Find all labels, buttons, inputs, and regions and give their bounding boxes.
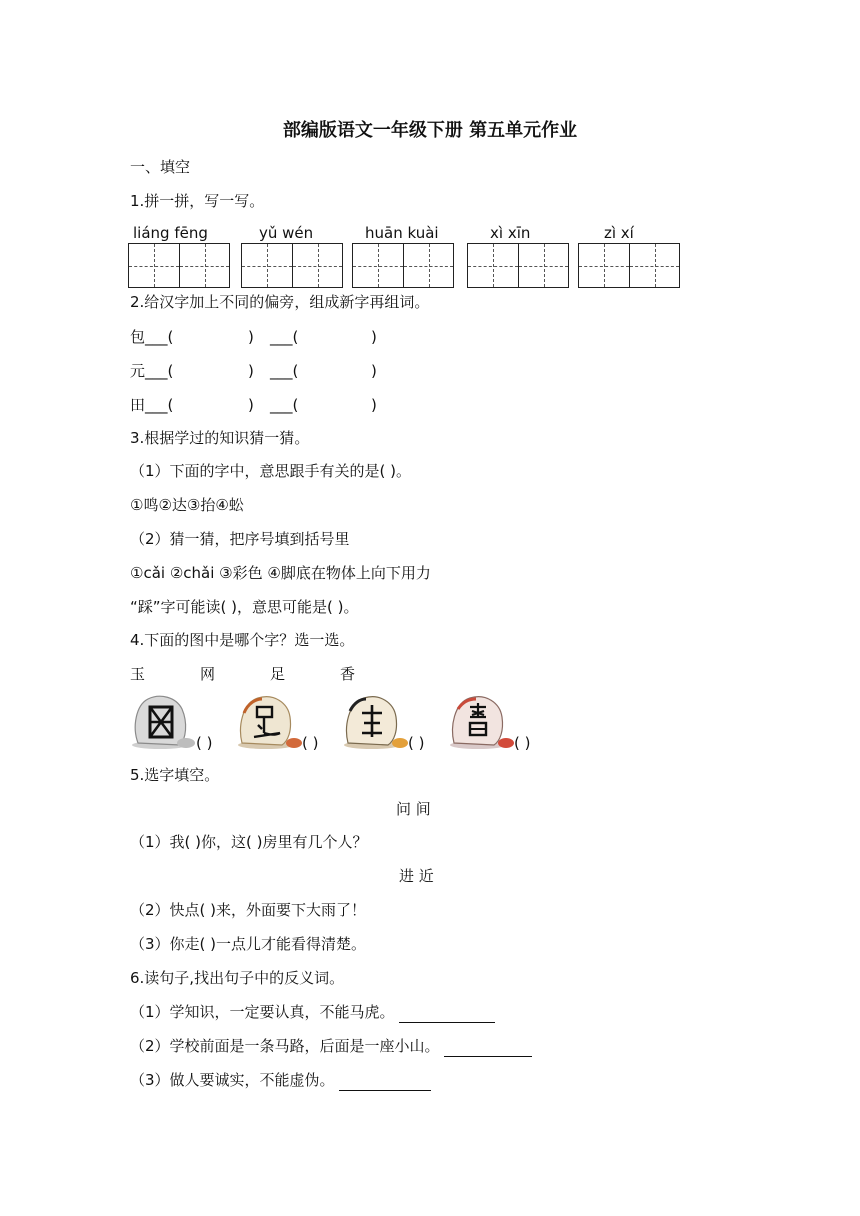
paren-close: )	[248, 328, 254, 346]
question-3-title: 3.根据学过的知识猜一猜。	[130, 429, 310, 447]
answer-line[interactable]	[399, 1002, 495, 1023]
question-3-sub2: （2）猜一猜，把序号填到括号里	[130, 530, 350, 548]
answer-line[interactable]	[339, 1070, 431, 1091]
question-3-sub1: （1）下面的字中，意思跟手有关的是( )。	[130, 462, 412, 480]
paren-close: )	[371, 396, 377, 414]
base-char: 元	[130, 362, 146, 380]
paren-close: )	[248, 396, 254, 414]
question-5-sentence: （1）我( )你，这( )房里有几个人？	[130, 833, 368, 851]
question-6-sentence	[130, 1036, 532, 1057]
writing-grid[interactable]	[352, 243, 454, 288]
base-char: 田	[130, 396, 146, 414]
pinyin-label: yǔ wén	[259, 224, 314, 242]
question-5-title: 5.选字填空。	[130, 766, 220, 784]
paren-close: )	[371, 362, 377, 380]
question-3-options2: ①cǎi ②chǎi ③彩色 ④脚底在物体上向下用力	[130, 564, 431, 582]
question-6-sentence	[130, 1002, 495, 1023]
paren-close: )	[248, 362, 254, 380]
foot-stone-image	[236, 693, 304, 751]
jade-stone-image	[342, 693, 410, 751]
writing-grid[interactable]	[128, 243, 230, 288]
radical-row	[130, 395, 173, 415]
choice-char: 玉	[130, 665, 146, 683]
writing-grid[interactable]	[467, 243, 569, 288]
writing-grid[interactable]	[241, 243, 343, 288]
question-5-sentence: （2）快点( )来，外面要下大雨了！	[130, 901, 367, 919]
question-6-sentence	[130, 1070, 431, 1091]
word-pair: 进 近	[399, 867, 434, 885]
answer-paren[interactable]: ( )	[408, 734, 425, 752]
radical-row	[130, 327, 173, 347]
fill-blank[interactable]: ___(	[270, 328, 299, 346]
paren-close: )	[371, 328, 377, 346]
question-2-title: 2.给汉字加上不同的偏旁，组成新字再组词。	[130, 293, 430, 311]
radical-row	[130, 361, 173, 381]
fill-blank[interactable]: ___(	[145, 328, 174, 346]
page-title: 部编版语文一年级下册 第五单元作业	[282, 120, 578, 141]
pinyin-label: xì xīn	[490, 224, 531, 242]
answer-paren[interactable]: ( )	[302, 734, 319, 752]
question-4-title: 4.下面的图中是哪个字？选一选。	[130, 631, 355, 649]
question-3-options1: ①鸣②达③抬④蚣	[130, 496, 244, 514]
choice-char: 足	[270, 665, 286, 683]
pinyin-label: zì xí	[604, 224, 634, 242]
choice-char: 香	[340, 665, 356, 683]
fill-blank[interactable]: ___(	[270, 396, 299, 414]
section-heading: 一、填空	[130, 158, 191, 176]
question-5-sentence: （3）你走( )一点儿才能看得清楚。	[130, 935, 367, 953]
fragrance-stone-image	[448, 693, 516, 751]
answer-paren[interactable]: ( )	[514, 734, 531, 752]
sentence-text: （1）学知识，一定要认真，不能马虎。	[130, 1003, 395, 1021]
word-pair: 问 间	[396, 800, 431, 818]
fill-blank[interactable]: ___(	[145, 396, 174, 414]
fill-blank[interactable]: ___(	[270, 362, 299, 380]
question-6-title: 6.读句子,找出句子中的反义词。	[130, 969, 345, 987]
sentence-text: （2）学校前面是一条马路，后面是一座小山。	[130, 1037, 440, 1055]
writing-grid[interactable]	[578, 243, 680, 288]
pinyin-label: liáng fēng	[133, 224, 208, 242]
question-3-sub3: “踩”字可能读( )，意思可能是( )。	[130, 598, 359, 616]
pinyin-label: huān kuài	[365, 224, 439, 242]
sentence-text: （3）做人要诚实，不能虚伪。	[130, 1071, 335, 1089]
answer-line[interactable]	[444, 1036, 532, 1057]
net-stone-image	[130, 693, 198, 751]
answer-paren[interactable]: ( )	[196, 734, 213, 752]
question-1-title: 1.拼一拼，写一写。	[130, 192, 265, 210]
choice-char: 网	[200, 665, 216, 683]
fill-blank[interactable]: ___(	[145, 362, 174, 380]
base-char: 包	[130, 328, 146, 346]
